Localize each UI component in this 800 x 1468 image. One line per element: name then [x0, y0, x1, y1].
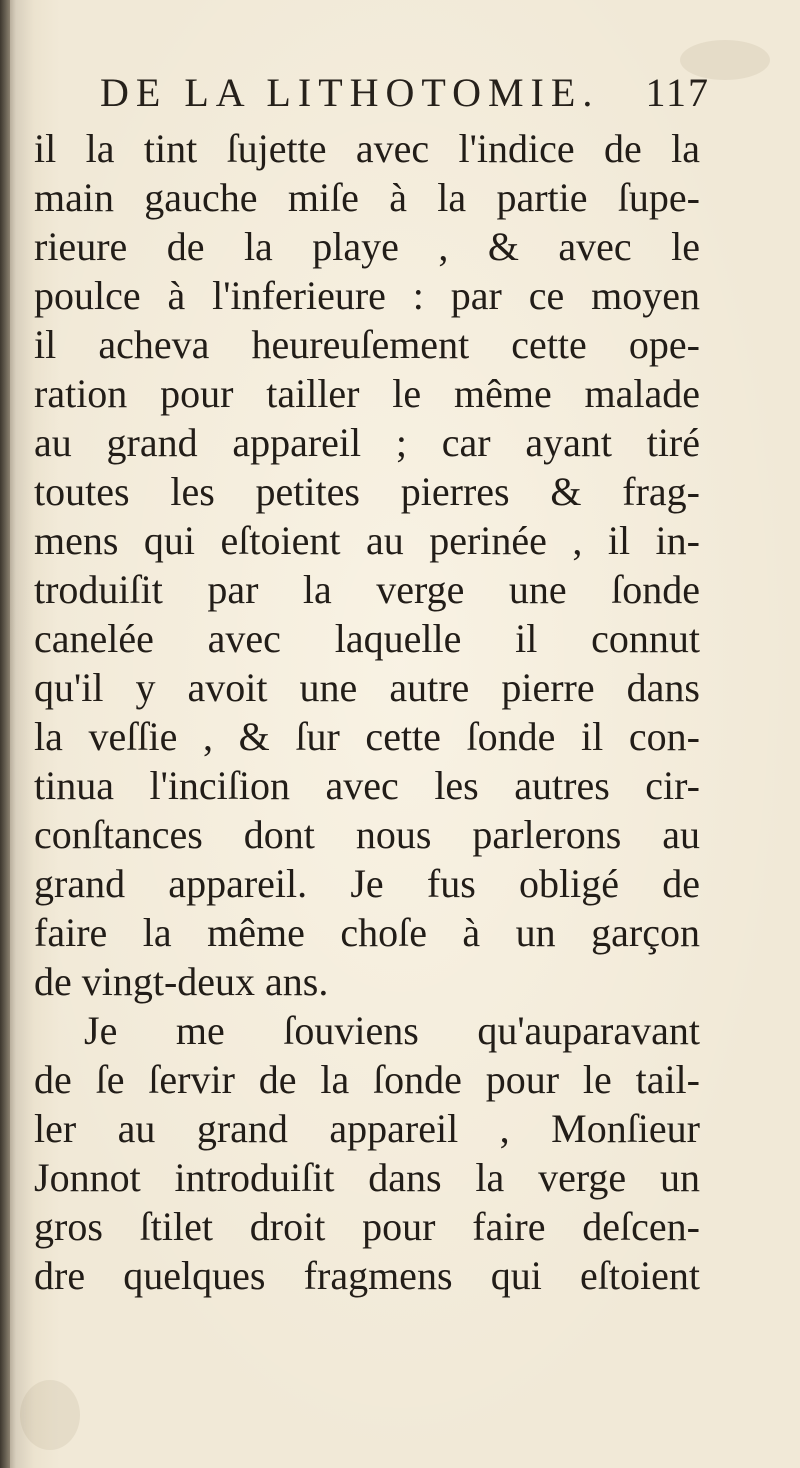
text-line: tinua l'inciſion avec les autres cir-	[34, 763, 700, 808]
text-line: conſtances dont nous parlerons au	[34, 812, 700, 857]
text-line: la veſſie , & ſur cette ſonde il con-	[34, 714, 700, 759]
text-line: qu'il y avoit une autre pierre dans	[34, 665, 700, 710]
paper-stain	[20, 1380, 80, 1450]
running-title: DE LA LITHOTOMIE.	[100, 70, 600, 115]
text-line: canelée avec laquelle il connut	[34, 616, 700, 661]
text-line: il la tint ſujette avec l'indice de la	[34, 126, 700, 171]
text-line: mens qui eſtoient au perinée , il in-	[34, 518, 700, 563]
text-line: dre quelques fragmens qui eſtoient	[34, 1253, 700, 1298]
text-line: main gauche miſe à la partie ſupe-	[34, 175, 700, 220]
paragraph-start-line: Je me ſouviens qu'auparavant	[84, 1008, 700, 1053]
text-line: rieure de la playe , & avec le	[34, 224, 700, 269]
text-line: de vingt-deux ans.	[34, 959, 329, 1004]
running-header	[100, 70, 710, 116]
text-line: de ſe ſervir de la ſonde pour le tail-	[34, 1057, 700, 1102]
text-line: Jonnot introduiſit dans la verge un	[34, 1155, 700, 1200]
body-text	[34, 124, 700, 1300]
text-line: poulce à l'inferieure : par ce moyen	[34, 273, 700, 318]
text-line: au grand appareil ; car ayant tiré	[34, 420, 700, 465]
text-line: gros ſtilet droit pour faire deſcen-	[34, 1204, 700, 1249]
text-line: ler au grand appareil , Monſieur	[34, 1106, 700, 1151]
text-line: toutes les petites pierres & frag-	[34, 469, 700, 514]
text-line: troduiſit par la verge une ſonde	[34, 567, 700, 612]
page-number: 117	[645, 70, 710, 115]
text-line: il acheva heureuſement cette ope-	[34, 322, 700, 367]
text-line: faire la même choſe à un garçon	[34, 910, 700, 955]
text-line: grand appareil. Je fus obligé de	[34, 861, 700, 906]
book-gutter	[0, 0, 10, 1468]
text-line: ration pour tailler le même malade	[34, 371, 700, 416]
